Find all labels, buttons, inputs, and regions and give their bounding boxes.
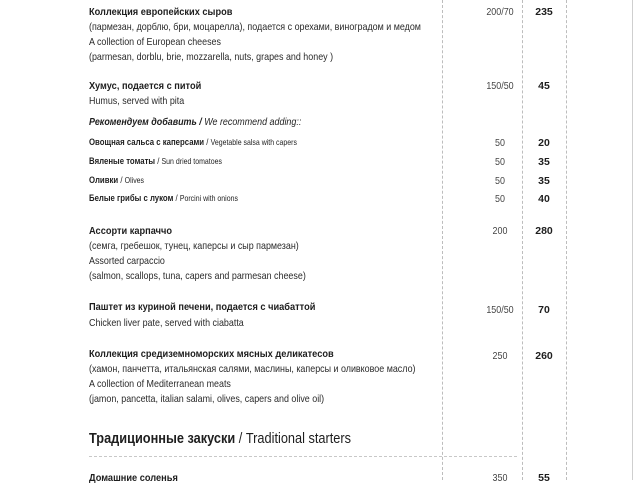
column-divider — [522, 0, 523, 480]
addon-price: 20 — [538, 137, 550, 149]
section-title: Традиционные закуски / Traditional starters — [89, 430, 351, 447]
recommend-heading — [89, 116, 301, 128]
item-description: Chicken liver pate, served with ciabatta — [89, 317, 244, 329]
item-name: Коллекция средиземноморских мясных деликатесов — [89, 348, 334, 360]
addon-name: Вяленые томаты / Sun dried tomatoes — [89, 156, 222, 167]
item-description: (семга, гребешок, тунец, каперсы и сыр пармезан) — [89, 240, 299, 252]
section-title-ru: Традиционные закуски — [89, 430, 236, 447]
addon-weight: 50 — [495, 137, 505, 149]
addon-name-ru: Оливки — [89, 175, 119, 186]
item-price: 280 — [535, 225, 553, 237]
item-weight: 150/50 — [486, 304, 514, 316]
addon-name: Оливки / Olives — [89, 175, 145, 186]
item-weight: 200/70 — [486, 6, 514, 18]
addon-price: 35 — [538, 156, 550, 168]
addon-name-en: Porcini with onions — [179, 193, 238, 203]
item-name: Домашние соленья — [89, 472, 178, 484]
addon-name: Овощная сальса с каперсами / Vegetable salsa with capers — [89, 137, 297, 148]
item-weight: 250 — [492, 350, 508, 362]
item-price: 260 — [535, 350, 553, 362]
addon-price: 40 — [538, 193, 550, 205]
recommend-heading-ru: Рекомендуем добавить / — [89, 116, 202, 128]
item-name: Паштет из куриной печени, подается с чиабаттой — [89, 301, 316, 313]
item-name: Хумус, подается с питой — [89, 80, 202, 92]
item-weight: 150/50 — [486, 80, 514, 92]
item-description: (хамон, панчетта, итальянская салями, маслины, каперсы и оливковое масло) — [89, 363, 416, 375]
item-name: Коллекция европейских сыров — [89, 6, 233, 18]
section-divider — [89, 456, 517, 457]
page-edge — [632, 0, 633, 480]
item-price: 55 — [538, 472, 550, 484]
addon-name-en: Olives — [124, 175, 145, 185]
item-weight: 200 — [492, 225, 508, 237]
addon-weight: 50 — [495, 175, 505, 187]
addon-weight: 50 — [495, 193, 505, 205]
column-divider — [566, 0, 567, 480]
addon-name-en: Sun dried tomatoes — [161, 156, 222, 166]
item-description: Assorted carpaccio — [89, 255, 165, 267]
addon-name-ru: Белые грибы с луком — [89, 193, 174, 204]
addon-weight: 50 — [495, 156, 505, 168]
item-description: (пармезан, дорблю, бри, моцарелла), подается с орехами, виноградом и медом — [89, 21, 421, 33]
item-description: Humus, served with pita — [89, 95, 185, 107]
item-price: 45 — [538, 80, 550, 92]
addon-name-ru: Овощная сальса с каперсами — [89, 137, 205, 148]
addon-name-en: Vegetable salsa with capers — [210, 137, 297, 147]
item-name: Ассорти карпаччо — [89, 225, 173, 237]
item-weight: 350 — [492, 472, 508, 484]
item-description: (parmesan, dorblu, brie, mozzarella, nuts, grapes and honey ) — [89, 51, 334, 63]
item-description: A collection of Mediterranean meats — [89, 378, 231, 390]
item-description: A collection of European cheeses — [89, 36, 221, 48]
addon-name-ru: Вяленые томаты — [89, 156, 156, 167]
addon-name: Белые грибы с луком / Porcini with onions — [89, 193, 238, 204]
item-price: 70 — [538, 304, 550, 316]
item-description: (salmon, scallops, tuna, capers and parmesan cheese) — [89, 270, 306, 282]
column-divider — [442, 0, 443, 480]
item-price: 235 — [535, 6, 553, 18]
recommend-heading-en: We recommend adding:: — [204, 116, 302, 128]
item-description: (jamon, pancetta, italian salami, olives, capers and olive oil) — [89, 393, 325, 405]
addon-price: 35 — [538, 175, 550, 187]
section-title-en: Traditional starters — [245, 430, 351, 447]
